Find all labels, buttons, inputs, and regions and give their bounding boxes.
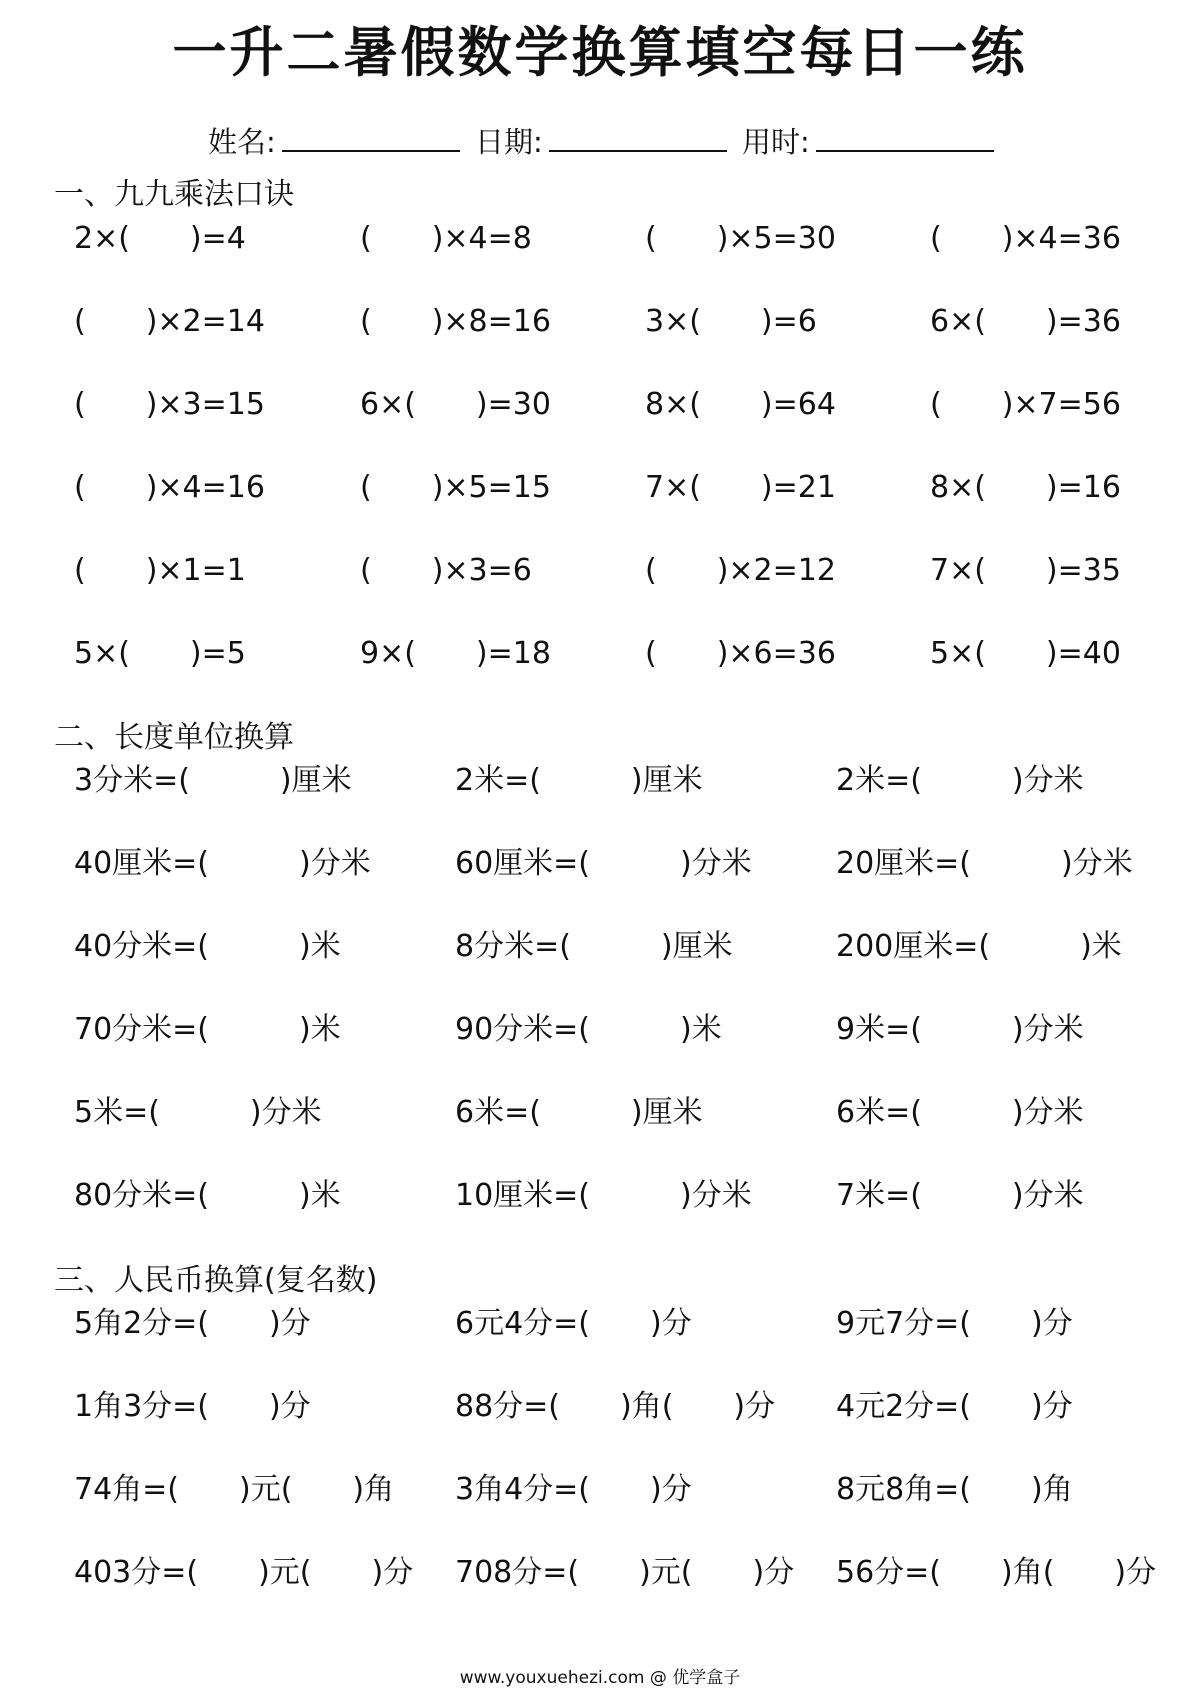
exercise-item[interactable]: 2米=( )分米 [836, 763, 1084, 798]
worksheet-title: 一升二暑假数学换算填空每日一练 [172, 20, 1028, 84]
exercise-item[interactable]: 74角=( )元( )角 [74, 1472, 395, 1507]
date-label: 日期: [475, 125, 543, 159]
exercise-row [0, 761, 1200, 801]
exercise-item[interactable]: 8元8角=( )角 [836, 1472, 1073, 1507]
exercise-row [0, 1470, 1200, 1510]
name-label: 姓名: [208, 125, 276, 159]
student-info-line [208, 120, 1000, 164]
exercise-item[interactable]: 60厘米=( )分米 [455, 846, 752, 881]
exercise-item[interactable]: 9米=( )分米 [836, 1012, 1084, 1047]
exercise-item[interactable]: 7米=( )分米 [836, 1178, 1084, 1213]
exercise-item[interactable]: 10厘米=( )分米 [455, 1178, 752, 1213]
exercise-row [0, 1387, 1200, 1427]
exercise-item[interactable]: 8×( )=64 [645, 387, 836, 422]
section-title-length: 二、长度单位换算 [54, 720, 294, 755]
exercise-item[interactable]: 40分米=( )米 [74, 929, 341, 964]
exercise-item[interactable]: 3分米=( )厘米 [74, 763, 352, 798]
exercise-item[interactable]: 20厘米=( )分米 [836, 846, 1133, 881]
exercise-item[interactable]: 7×( )=35 [930, 553, 1121, 588]
exercise-item[interactable]: 2×( )=4 [74, 221, 246, 256]
exercise-item[interactable]: 90分米=( )米 [455, 1012, 722, 1047]
section-title-money: 三、人民币换算(复名数) [54, 1263, 378, 1298]
footer-watermark: www.youxuehezi.com @ 优学盒子 [459, 1668, 741, 1688]
exercise-item[interactable]: 8×( )=16 [930, 470, 1121, 505]
exercise-item[interactable]: 6×( )=36 [930, 304, 1121, 339]
section-title-multiplication: 一、九九乘法口诀 [54, 177, 294, 212]
exercise-item[interactable]: 200厘米=( )米 [836, 929, 1122, 964]
exercise-item[interactable]: 2米=( )厘米 [455, 763, 703, 798]
time-label: 用时: [742, 125, 810, 159]
exercise-item[interactable]: 403分=( )元( )分 [74, 1555, 414, 1590]
exercise-item[interactable]: ( )×2=14 [74, 304, 265, 339]
exercise-item[interactable]: 70分米=( )米 [74, 1012, 341, 1047]
exercise-item[interactable]: ( )×5=15 [360, 470, 551, 505]
exercise-row [0, 219, 1200, 259]
exercise-row [0, 927, 1200, 967]
exercise-item[interactable]: ( )×5=30 [645, 221, 836, 256]
exercise-row [0, 1304, 1200, 1344]
exercise-row [0, 1093, 1200, 1133]
exercise-item[interactable]: 9×( )=18 [360, 636, 551, 671]
exercise-item[interactable]: 80分米=( )米 [74, 1178, 341, 1213]
exercise-item[interactable]: ( )×7=56 [930, 387, 1121, 422]
exercise-item[interactable]: 7×( )=21 [645, 470, 836, 505]
exercise-item[interactable]: 6×( )=30 [360, 387, 551, 422]
exercise-item[interactable]: 3角4分=( )分 [455, 1472, 692, 1507]
exercise-item[interactable]: ( )×4=8 [360, 221, 532, 256]
date-blank[interactable] [549, 122, 727, 152]
exercise-item[interactable]: ( )×8=16 [360, 304, 551, 339]
exercise-item[interactable]: ( )×3=6 [360, 553, 532, 588]
exercise-item[interactable]: 6米=( )分米 [836, 1095, 1084, 1130]
exercise-row [0, 1010, 1200, 1050]
exercise-item[interactable]: ( )×1=1 [74, 553, 246, 588]
exercise-item[interactable]: 5角2分=( )分 [74, 1306, 311, 1341]
exercise-item[interactable]: 3×( )=6 [645, 304, 817, 339]
exercise-item[interactable]: ( )×4=16 [74, 470, 265, 505]
name-blank[interactable] [282, 122, 460, 152]
exercise-item[interactable]: 6元4分=( )分 [455, 1306, 692, 1341]
exercise-item[interactable]: 8分米=( )厘米 [455, 929, 733, 964]
time-blank[interactable] [816, 122, 994, 152]
exercise-item[interactable]: 56分=( )角( )分 [836, 1555, 1157, 1590]
exercise-item[interactable]: 5米=( )分米 [74, 1095, 322, 1130]
exercise-row [0, 551, 1200, 591]
exercise-item[interactable]: 5×( )=5 [74, 636, 246, 671]
exercise-item[interactable]: 1角3分=( )分 [74, 1389, 311, 1424]
exercise-row [0, 844, 1200, 884]
exercise-row [0, 1553, 1200, 1593]
exercise-item[interactable]: 9元7分=( )分 [836, 1306, 1073, 1341]
exercise-row [0, 302, 1200, 342]
exercise-item[interactable]: ( )×6=36 [645, 636, 836, 671]
exercise-item[interactable]: 88分=( )角( )分 [455, 1389, 776, 1424]
exercise-row [0, 634, 1200, 674]
exercise-item[interactable]: 6米=( )厘米 [455, 1095, 703, 1130]
exercise-row [0, 468, 1200, 508]
exercise-row [0, 385, 1200, 425]
exercise-item[interactable]: ( )×3=15 [74, 387, 265, 422]
exercise-item[interactable]: 4元2分=( )分 [836, 1389, 1073, 1424]
exercise-item[interactable]: ( )×2=12 [645, 553, 836, 588]
exercise-item[interactable]: 40厘米=( )分米 [74, 846, 371, 881]
exercise-item[interactable]: ( )×4=36 [930, 221, 1121, 256]
exercise-row [0, 1176, 1200, 1216]
exercise-item[interactable]: 5×( )=40 [930, 636, 1121, 671]
exercise-item[interactable]: 708分=( )元( )分 [455, 1555, 795, 1590]
